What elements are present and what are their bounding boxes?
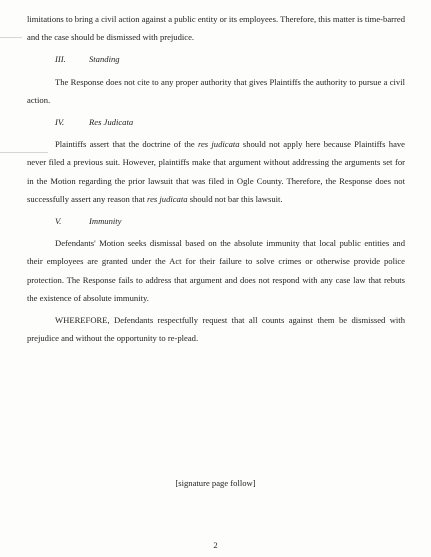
italic-term: res judicata bbox=[147, 193, 188, 204]
signature-page-note: [signature page follow] bbox=[175, 478, 256, 488]
section-number: IV. bbox=[55, 117, 65, 128]
section-heading-res-judicata bbox=[27, 113, 405, 131]
paragraph-time-barred: limitations to bring a civil action against a public entity or its employees. Therefore, this matter is time-barred and the case should be dismissed with prejudice. bbox=[27, 14, 405, 43]
section-number: III. bbox=[55, 54, 66, 65]
italic-term: res judicata bbox=[197, 139, 240, 150]
text-run: should not bar this lawsuit. bbox=[187, 193, 283, 204]
section-title: Res Judicata bbox=[89, 117, 134, 128]
section-heading-standing bbox=[27, 50, 405, 68]
paragraph-res-judicata bbox=[27, 135, 405, 208]
paragraph-standing: The Response does not cite to any proper authority that gives Plaintiffs the authority to pursue a civil action. bbox=[27, 76, 405, 105]
section-number: V. bbox=[55, 216, 62, 227]
paragraph-wherefore: WHEREFORE, Defendants respectfully request that all counts against them be dismissed with prejudice and without the opportunity to re-plead. bbox=[27, 315, 405, 344]
page-number: 2 bbox=[213, 540, 218, 550]
scan-artifact-line bbox=[0, 37, 22, 38]
document-body bbox=[27, 10, 405, 351]
text-run: Plaintiffs assert that the doctrine of the bbox=[55, 139, 198, 150]
paragraph-immunity: Defendants' Motion seeks dismissal based on the absolute immunity that local public entities and their employees are granted under the Act for their failure to solve crimes or otherwise provide police protection. The Response fails to address that argument and does not respond with any case law that rebuts the existence of absolute immunity. bbox=[27, 238, 405, 303]
section-heading-immunity bbox=[27, 212, 405, 230]
section-title: Standing bbox=[89, 54, 120, 65]
section-title: Immunity bbox=[89, 216, 122, 227]
text-run: should not apply here because Plaintiffs have never filed a previous suit. However, plaintiffs make that argument without addressing the arguments set for in the Motion regarding the prior lawsuit that was filed in Ogle County. Therefore, the Response does not successfully assert any reason that bbox=[27, 139, 405, 204]
